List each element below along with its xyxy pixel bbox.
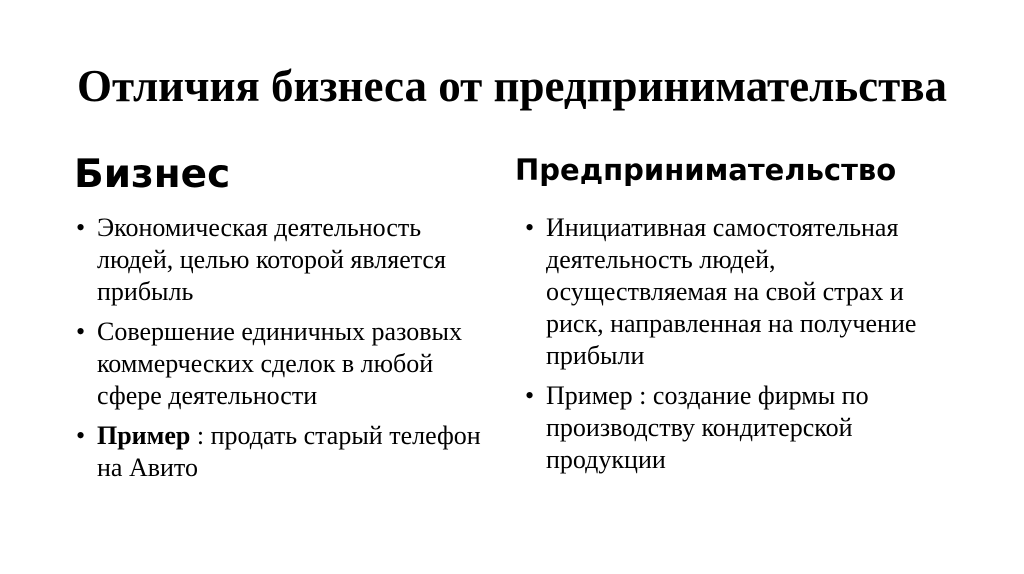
entrepreneurship-heading: Предпринимательство (515, 153, 897, 187)
bullet-dot: • (76, 317, 86, 346)
business-heading: Бизнес (74, 152, 231, 197)
bullet-dot: • (76, 213, 86, 242)
bullet-bold-label: Пример (97, 421, 191, 450)
bullet-dot: • (525, 213, 535, 242)
bullet-text: Пример : создание фирмы по производству кондитерской продукции (546, 381, 869, 474)
bullet-dot: • (76, 421, 86, 450)
bullet-text: Экономическая деятельность людей, целью которой является прибыль (97, 213, 446, 306)
bullet-text: : продать старый телефон на Авито (97, 421, 481, 482)
bullet-item (76, 420, 496, 484)
business-bullet-list (76, 212, 496, 492)
bullet-item (76, 316, 496, 412)
bullet-text: Инициативная самостоятельная деятельность людей, осуществляемая на свой страх и риск, направленная на получение прибыли (546, 213, 917, 370)
bullet-dot: • (525, 381, 535, 410)
entrepreneurship-bullet-list (525, 212, 945, 484)
bullet-item (525, 212, 945, 372)
bullet-item (76, 212, 496, 308)
bullet-item (525, 380, 945, 476)
bullet-text: Совершение единичных разовых коммерческих сделок в любой сфере деятельности (97, 317, 462, 410)
slide-title: Отличия бизнеса от предпринимательства (76, 61, 948, 111)
